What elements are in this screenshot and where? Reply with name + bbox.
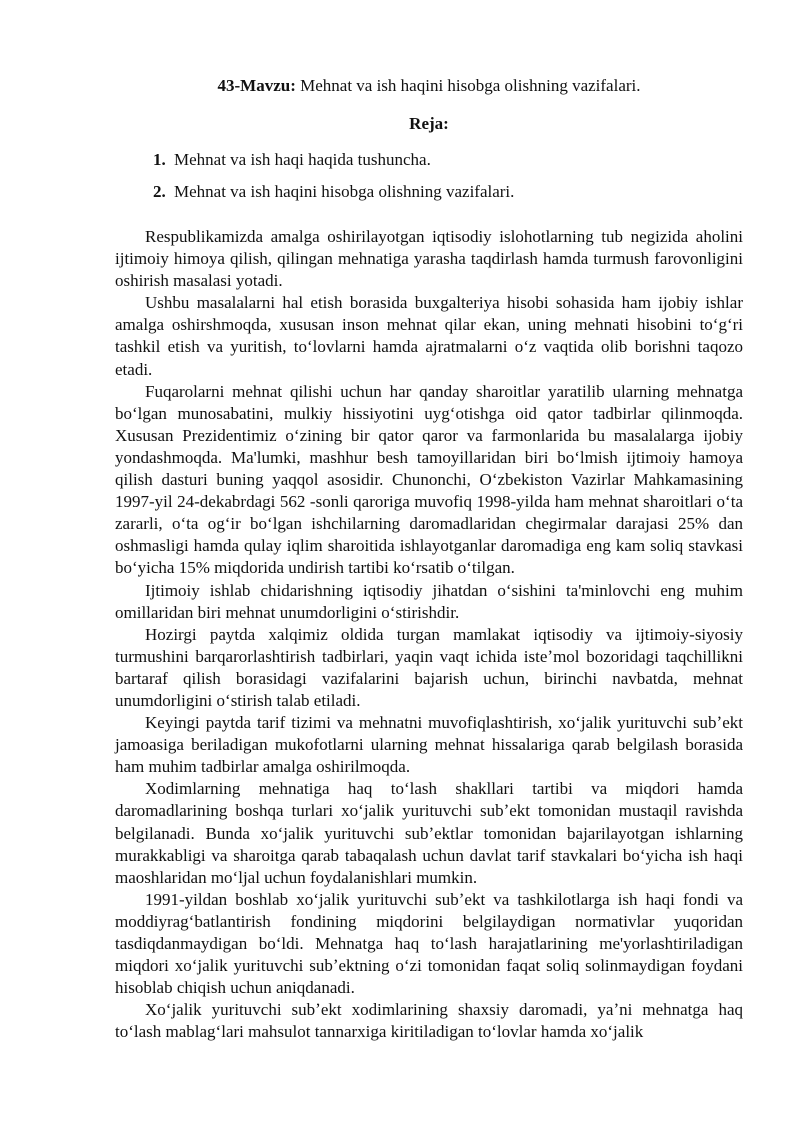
paragraph: Xodimlarning mehnatiga haq toʻlash shakllari tartibi va miqdori hamda daromadlarining boshqa turlari xoʻjalik yurituvchi subʼekt tomonidan mustaqil ravishda belgilanadi. Bunda xoʻjalik yurituvchi subʼektlar tomonidan bajarilayotgan ishlarning murakkabligi va sharoitga qarab tabaqalash uchun davlat tarif stavkalari boʻyicha ish haqi maoshlaridan moʻljal uchun foydalanishlari mumkin. [115, 779, 743, 887]
body-text [115, 226, 743, 1043]
plan-item [153, 144, 743, 176]
paragraph: Ijtimoiy ishlab chidarishning iqtisodiy jihatdan oʻsishini ta'minlovchi eng muhim omillaridan biri mehnat unumdorligini oʻstirishdir. [115, 580, 743, 622]
paragraph: Xoʻjalik yurituvchi subʼekt xodimlarining shaxsiy daromadi, yaʼni mehnatga haq toʻlash mablagʻlari mahsulot tannarxiga kiritiladigan toʻlovlar hamda xoʻjalik [115, 1000, 743, 1042]
paragraph: Ushbu masalalarni hal etish borasida buxgalteriya hisobi sohasida ham ijobiy ishlar amalga oshirshmoqda, xususan inson mehnat qilar ekan, uning mehnati hisobini toʻgʻri tashkil etish va yuritish, toʻlovlarni hamda ajratmalarni oʻz vaqtida olib borishni taqozo etadi. [115, 293, 743, 379]
paragraph: Fuqarolarni mehnat qilishi uchun har qanday sharoitlar yaratilib ularning mehnatga boʻlgan munosabatini, mulkiy hissiyotini uygʻotishga oid qator tadbirlar qilinmoqda. Xususan Prezidentimiz oʻzining bir qator qaror va farmonlarida bu masalalarga ijobiy yondashmoqda. Ma'lumki, mashhur besh tamoyillaridan biri boʻlmish ijtimoiy hamoya qilish dasturi buning yaqqol asosidir. Chunonchi, Oʻzbekiston Vazirlar Mahkamasining 1997-yil 24-dekabrdagi 562 -sonli qaroriga muvofiq 1998-yilda ham mehnat sharoitlari oʻta zararli, oʻta ogʻir boʻlgan ishchilarning daromadlaridan chegirmalar darajasi 25% dan oshmasligi hamda qulay iqlim sharoitida ishlayotganlar daromadiga eng kam soliq stavkasi boʻyicha 15% miqdorida undirish tartibi koʻrsatib oʻtilgan. [115, 381, 743, 578]
document-page [115, 72, 743, 1043]
plan-list [115, 144, 743, 208]
plan-item-text: Mehnat va ish haqi haqida tushuncha. [174, 150, 431, 169]
page-title [115, 72, 743, 100]
paragraph: Keyingi paytda tarif tizimi va mehnatni muvofiqlashtirish, xoʻjalik yurituvchi subʼekt jamoasiga beriladigan mukofotlarni ularning mehnat hissalariga qarab belgilash borasida ham muhim tadbirlar amalga oshirilmoqda. [115, 713, 743, 777]
plan-item [153, 176, 743, 208]
paragraph: 1991-yildan boshlab xoʻjalik yurituvchi subʼekt va tashkilotlarga ish haqi fondi va moddiyragʻbatlantirish fondining miqdorini belgilaydigan normativlar yuqoridan tasdiqdanmaydigan boʻldi. Mehnatga haq toʻlash harajatlarining me'yorlashtiriladigan miqdori xoʻjalik yurituvchi subʼektning oʻzi tomonidan faqat soliq solinmaydigan foydani hisoblab chiqish uchun aniqdanadi. [115, 889, 743, 998]
paragraph: Respublikamizda amalga oshirilayotgan iqtisodiy islohotlarning tub negizida aholini ijtimoiy himoya qilish, qilingan mehnatiga yarasha taqdirlash hamda turmush farovonligini oshirish masalasi yotadi. [115, 227, 743, 291]
topic-number: 43-Mavzu: [217, 76, 296, 95]
topic-title: Mehnat va ish haqini hisobga olishning vazifalari. [300, 76, 641, 95]
plan-heading: Reja: [409, 114, 449, 133]
plan-item-number: 1. [153, 150, 166, 169]
paragraph: Hozirgi paytda xalqimiz oldida turgan mamlakat iqtisodiy va ijtimoiy-siyosiy turmushini barqarorlashtirish tadbirlari, yaqin vaqt ichida isteʼmol bozoridagi taqchillikni bartaraf qilish borasidagi vazifalarini bajarish uchun, birinchi navbatda, mehnat unumdorligini oʻstirish talab etiladi. [115, 624, 743, 710]
plan-item-number: 2. [153, 182, 166, 201]
plan-item-text: Mehnat va ish haqini hisobga olishning vazifalari. [174, 182, 515, 201]
